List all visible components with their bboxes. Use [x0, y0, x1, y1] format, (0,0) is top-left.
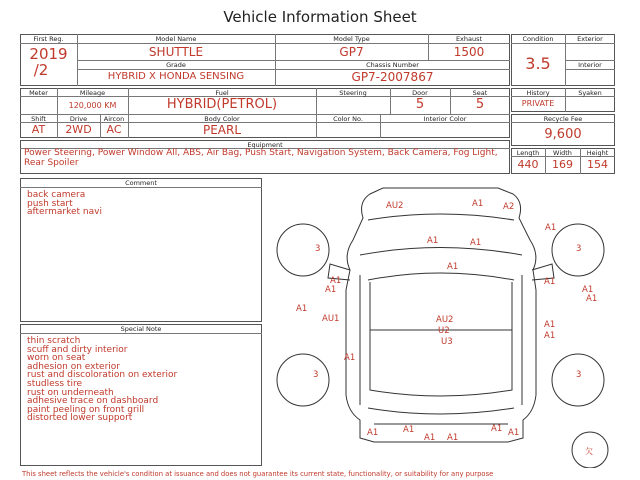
interior-color-label: Interior Color [423, 115, 467, 123]
comment-item: aftermarket navi [27, 207, 102, 218]
history-value: PRIVATE [521, 99, 555, 108]
comment-item: back camera [27, 190, 86, 200]
equipment-label: Equipment [247, 141, 283, 149]
damage-mark: A1 [403, 425, 415, 435]
damage-mark: A1 [296, 304, 308, 314]
damage-mark: A1 [544, 277, 556, 287]
model-name-value: SHUTTLE [148, 45, 204, 59]
damage-mark: A1 [544, 320, 556, 330]
damage-mark: U3 [441, 337, 453, 347]
tire-mark-rear-right: 3 [576, 370, 582, 380]
door-label: Door [412, 89, 428, 97]
door-value: 5 [415, 97, 425, 112]
damage-mark: A2 [503, 202, 515, 212]
exhaust-label: Exhaust [455, 35, 483, 43]
damage-mark: A1 [367, 428, 379, 438]
special-note-item: scuff and dirty interior [27, 344, 128, 355]
special-note-item: paint peeling on front grill [27, 404, 145, 415]
aircon-label: Aircon [103, 115, 125, 123]
damage-mark: A1 [447, 433, 459, 443]
damage-mark: U2 [438, 326, 450, 336]
tire-front-left-icon [277, 224, 329, 276]
special-note-label: Special Note [120, 325, 162, 333]
exterior-label: Exterior [577, 35, 603, 43]
recycle-fee-value: 9,600 [544, 127, 582, 142]
width-value: 169 [552, 158, 573, 171]
damage-mark: A1 [491, 424, 503, 434]
chassis-value: GP7-2007867 [351, 70, 434, 84]
damage-mark: A1 [330, 276, 342, 286]
damage-mark: A1 [427, 236, 439, 246]
seat-label: Seat [472, 89, 488, 97]
height-label: Height [586, 149, 609, 157]
model-name-label: Model Name [155, 35, 197, 43]
special-note-item: thin scratch [27, 336, 81, 346]
damage-mark: A1 [472, 199, 484, 209]
aircon-value: AC [106, 123, 122, 136]
damage-mark: A1 [325, 285, 337, 295]
special-note-item: adhesive trace on dashboard [27, 396, 159, 407]
length-label: Length [516, 149, 540, 157]
footer-disclaimer: This sheet reflects the vehicle's condition at issuance and does not guarantee its current state, functionality, or suitability for any purpose [22, 470, 494, 478]
mileage-value: 120,000 KM [68, 101, 117, 110]
meter-label: Meter [29, 89, 48, 97]
damage-mark: AU2 [436, 315, 454, 325]
damage-mark: A1 [545, 223, 557, 233]
special-note-item: rust and discoloration on exterior [27, 370, 178, 381]
fuel-value: HYBRID(PETROL) [166, 97, 278, 112]
interior-label: Interior [578, 61, 602, 69]
first-reg-label: First Reg. [33, 35, 64, 43]
shift-label: Shift [31, 115, 46, 123]
condition-label: Condition [522, 35, 554, 43]
recycle-fee-label: Recycle Fee [543, 115, 583, 123]
damage-mark: A1 [447, 262, 459, 272]
color-no-label: Color No. [333, 115, 363, 123]
tire-mark-front-right: 3 [576, 244, 582, 254]
mileage-label: Mileage [79, 89, 106, 97]
damage-mark: A1 [470, 238, 482, 248]
damage-mark: AU2 [386, 201, 404, 211]
sheet-title: Vehicle Information Sheet [223, 8, 417, 26]
damage-mark: A1 [544, 331, 556, 341]
grade-value: HYBRID X HONDA SENSING [107, 71, 245, 82]
damage-mark: A1 [582, 285, 594, 295]
exhaust-value: 1500 [453, 45, 485, 59]
special-note-item: rust on underneath [27, 387, 114, 398]
fuel-label: Fuel [215, 89, 229, 97]
special-note-item: distorted lower support [27, 413, 133, 424]
special-note-list [27, 337, 177, 423]
model-type-label: Model Type [333, 35, 370, 43]
chassis-label: Chassis Number [366, 61, 419, 69]
special-note-item: adhesion on exterior [27, 361, 120, 372]
drive-label: Drive [69, 115, 88, 123]
damage-mark: A1 [344, 353, 356, 363]
syaken-label: Syaken [578, 89, 602, 97]
comment-item: push start [27, 198, 73, 209]
history-label: History [526, 89, 550, 97]
comment-label: Comment [125, 179, 157, 187]
body-color-label: Body Color [204, 115, 240, 123]
damage-mark: AU1 [322, 314, 340, 324]
grade-label: Grade [166, 61, 186, 69]
length-value: 440 [517, 158, 539, 171]
condition-value: 3.5 [525, 54, 551, 73]
tire-mark-rear-left: 3 [313, 370, 319, 380]
tire-mark-front-left: 3 [315, 244, 321, 254]
comment-list [27, 191, 102, 217]
damage-mark: A1 [508, 428, 520, 438]
seat-value: 5 [475, 97, 485, 112]
damage-mark: A1 [586, 294, 598, 304]
special-note-item: studless tire [27, 378, 82, 389]
drive-value: 2WD [65, 123, 92, 136]
damage-mark: A1 [424, 433, 436, 443]
steering-label: Steering [339, 89, 367, 97]
height-value: 154 [587, 158, 608, 171]
first-reg-month: /2 [33, 61, 49, 79]
first-reg-year: 2019 [29, 45, 68, 63]
tire-rear-left-icon [277, 354, 329, 406]
tire-rear-right-icon [552, 354, 604, 406]
body-color-value: PEARL [202, 123, 242, 137]
corner-mark: 欠 [585, 447, 593, 456]
shift-value: AT [31, 123, 46, 136]
special-note-item: worn on seat [27, 353, 86, 364]
equipment-value: Power Steering, Power Window All, ABS, Air Bag, Push Start, Navigation System, Back Camera, Fog Light, Rear Spoiler [24, 148, 498, 168]
model-type-value: GP7 [339, 45, 364, 59]
width-label: Width [553, 149, 572, 157]
